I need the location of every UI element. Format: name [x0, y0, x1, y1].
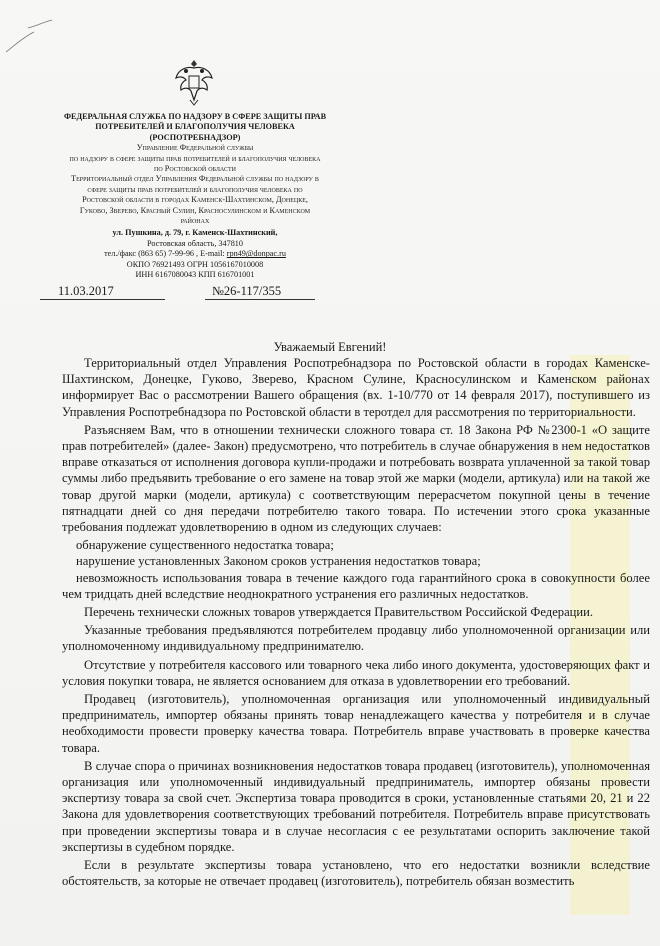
header-region: по Ростовской области [154, 164, 236, 174]
pen-scribble [4, 18, 54, 58]
header-email-link[interactable]: rpn49@donpac.ru [226, 249, 286, 259]
header-agency-name: ФЕДЕРАЛЬНАЯ СЛУЖБА ПО НАДЗОРУ В СФЕРЕ ЗАЩИТЫ ПРАВ [63, 112, 327, 121]
paragraph: В случае спора о причинах возникновения недостатков товара продавец (изготовитель), уполномоченная организация или уполномоченный индивидуальный предприниматель, импортер обязаны провести экспертизу товара за свой счет. Экспертиза товара проводится в сроки, установленные статьями 20, 21 и 22 Закона для удовлетворения соответствующих требований потребителя. Потребитель вправе присутствовать при проведении экспертизы товара и в случае несогласия с ее результатами оспорить заключение такой экспертизы в судебном порядке. [62, 758, 650, 854]
header-territorial-dept-2: сфере защиты прав потребителей и благополучия человека по [87, 184, 303, 194]
paragraph: Отсутствие у потребителя кассового или товарного чека либо иного документа, удостоверяющих факт и условия покупки товара, не является основанием для отказа в удовлетворении его требований. [62, 657, 650, 688]
header-territorial-dept: Территориальный отдел Управления Федеральной службы по надзору в [71, 174, 319, 184]
date-underline [40, 299, 165, 300]
salutation: Уважаемый Евгений! [273, 340, 387, 354]
header-inn: ИНН 6167080043 КПП 616701001 [135, 270, 255, 280]
list-item: обнаружение существенного недостатка товара; [76, 538, 334, 553]
header-department-2: по надзору в сфере защиты прав потребителей и благополучия человека [69, 153, 321, 163]
number-underline [205, 299, 315, 300]
header-agency-name-2: ПОТРЕБИТЕЛЕЙ И БЛАГОПОЛУЧИЯ ЧЕЛОВЕКА [95, 122, 295, 132]
header-territorial-dept-4: Гуково, Зверево, Красный Сулин, Красносулинском и Каменском [79, 205, 311, 215]
header-okpo: ОКПО 76921493 ОГРН 1056167010008 [126, 259, 264, 269]
header-phone: тел./факс (863 65) 7-99-96 , E-mail: [104, 249, 227, 259]
paragraph: Указанные требования предъявляются потребителем продавцу либо уполномоченной организации или уполномоченному индивидуальному предпринимателю. [62, 623, 650, 654]
coat-of-arms-icon [172, 56, 216, 108]
organization-header [40, 112, 350, 281]
header-territorial-dept-3: Ростовской области в городах Каменск-Шахтинском, Донецке, [82, 195, 308, 205]
paragraph: Территориальный отдел Управления Роспотребнадзора по Ростовской области в городах Каменске-Шахтинском, Донецке, Гуково, Зверево, Красном Сулине, Красносулинском и Каменском районах информирует Вас о рассмотрении Вашего обращения (вх. 1-10/770 от 14 февраля 2017), поступившего из Управления Роспотребнадзора по Ростовской области в теротдел для рассмотрения по территориальности. [62, 356, 650, 419]
header-address: ул. Пушкина, д. 79, г. Каменск-Шахтинский, [112, 228, 278, 238]
paragraph: Разъясняем Вам, что в отношении технически сложного товара ст. 18 Закона РФ №2300-1 «О защите прав потребителей» (далее- Закон) предусмотрено, что потребитель в случае обнаружения в нем недостатков вправе отказаться от исполнения договора купли-продажи и потребовать возврата уплаченной за такой товар суммы либо предъявить требование о его замене на товар этой же марки (модели, артикула) или на такой же товар другой марки (модели, артикула) с соответствующим перерасчетом покупной цены в течение пятнадцати дней со дня передачи потребителю такого товара. По истечении этого срока указанные требования подлежат удовлетворению в одном из следующих случаев: [62, 422, 650, 535]
header-department: Управление Федеральной службы [136, 143, 254, 153]
paragraph: Если в результате экспертизы товара установлено, что его недостатки возникли вследствие обстоятельств, за которые не отвечает продавец (изготовитель), потребитель обязан возместить [62, 858, 650, 889]
document-number: №26-117/355 [212, 284, 282, 298]
paragraph: Перечень технически сложных товаров утверждается Правительством Российской Федерации. [84, 605, 594, 620]
list-item: нарушение установленных Законом сроков устранения недостатков товара; [76, 554, 481, 569]
header-territorial-dept-5: районах [180, 216, 210, 226]
header-address-2: Ростовская область, 347810 [147, 238, 243, 248]
document-date: 11.03.2017 [58, 284, 114, 298]
header-agency-abbr: (РОСПОТРЕБНАДЗОР) [149, 132, 241, 142]
header-contacts [40, 249, 350, 259]
paragraph: Продавец (изготовитель), уполномоченная организация или уполномоченный индивидуальный предприниматель, импортер обязаны принять товар ненадлежащего качества у потребителя и в случае необходимости провести проверку качества товара. Потребитель вправе участвовать в проверке качества товара. [62, 692, 650, 755]
list-item: невозможность использования товара в течение каждого года гарантийного срока в совокупности более чем тридцать дней вследствие неоднократного устранения его различных недостатков. [62, 570, 650, 601]
letter-body [62, 355, 650, 892]
